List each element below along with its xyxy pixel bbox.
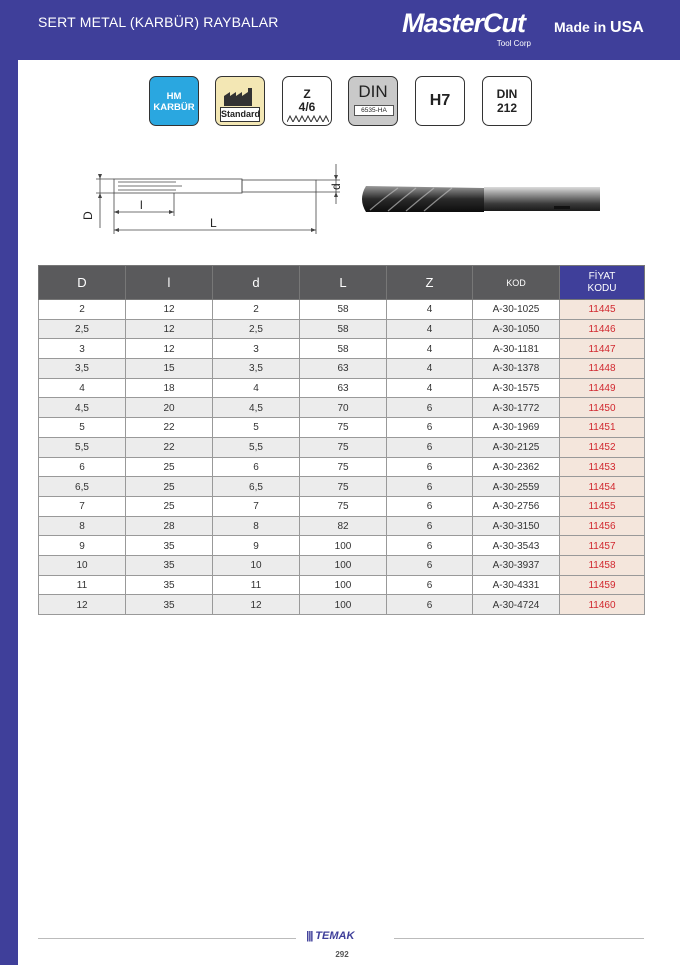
table-cell: 35 [126, 536, 213, 556]
table-cell: 15 [126, 359, 213, 379]
table-cell: A-30-3937 [473, 555, 560, 575]
table-cell: 18 [126, 378, 213, 398]
table-cell: 7 [39, 496, 126, 516]
dim-label-L: L [210, 216, 217, 230]
table-cell: A-30-1969 [473, 418, 560, 438]
made-in-country: USA [610, 19, 644, 36]
table-cell: 100 [300, 555, 387, 575]
table-cell: 4 [387, 378, 473, 398]
table-cell: 6 [213, 457, 300, 477]
table-cell: 5 [213, 418, 300, 438]
table-row [39, 496, 645, 516]
table-cell: 2,5 [39, 319, 126, 339]
din-sub-label: 6535-HA [354, 105, 394, 116]
price-code-cell: 11456 [560, 516, 645, 536]
table-cell: A-30-4331 [473, 575, 560, 595]
price-code-cell: 11447 [560, 339, 645, 359]
brand-sub: Tool Corp [496, 39, 531, 48]
reamer-product-photo [354, 178, 606, 220]
price-code-cell: 11460 [560, 595, 645, 615]
table-cell: 4,5 [213, 398, 300, 418]
table-cell: 6 [387, 555, 473, 575]
table-cell: 22 [126, 437, 213, 457]
brand-main: MasterCut [402, 8, 526, 38]
din-label: DIN [358, 82, 388, 101]
table-cell: 70 [300, 398, 387, 418]
table-cell: 12 [126, 300, 213, 320]
table-cell: 3,5 [213, 359, 300, 379]
table-row [39, 477, 645, 497]
price-code-cell: 11449 [560, 378, 645, 398]
factory-icon [222, 86, 258, 106]
table-row [39, 457, 645, 477]
table-cell: 11 [213, 575, 300, 595]
table-row [39, 516, 645, 536]
table-cell: 8 [39, 516, 126, 536]
z-value: 4/6 [298, 100, 316, 114]
footer-divider-right [394, 938, 644, 939]
table-cell: 6 [387, 437, 473, 457]
table-cell: A-30-2559 [473, 477, 560, 497]
table-cell: 6 [387, 536, 473, 556]
table-cell: 4 [387, 319, 473, 339]
col-header-l: l [126, 266, 213, 300]
tolerance-badge: H7 [415, 76, 465, 126]
page-number: 292 [335, 950, 349, 959]
price-code-cell: 11455 [560, 496, 645, 516]
table-row [39, 595, 645, 615]
mastercut-logo [402, 6, 537, 50]
table-cell: 4 [213, 378, 300, 398]
table-cell: 75 [300, 418, 387, 438]
table-cell: 12 [39, 595, 126, 615]
left-side-bar [0, 60, 18, 965]
table-cell: 2 [39, 300, 126, 320]
footer-divider-left [38, 938, 296, 939]
table-cell: 63 [300, 359, 387, 379]
table-cell: 8 [213, 516, 300, 536]
table-cell: 35 [126, 575, 213, 595]
price-code-cell: 11453 [560, 457, 645, 477]
price-code-cell: 11459 [560, 575, 645, 595]
table-cell: 58 [300, 319, 387, 339]
table-cell: 3 [213, 339, 300, 359]
table-cell: A-30-2125 [473, 437, 560, 457]
table-cell: 75 [300, 496, 387, 516]
table-cell: A-30-3543 [473, 536, 560, 556]
table-cell: A-30-1181 [473, 339, 560, 359]
table-cell: 25 [126, 457, 213, 477]
table-row [39, 378, 645, 398]
table-cell: A-30-1378 [473, 359, 560, 379]
table-cell: 5,5 [39, 437, 126, 457]
standard-label: Standard [220, 107, 260, 122]
table-cell: 10 [39, 555, 126, 575]
table-cell: A-30-4724 [473, 595, 560, 615]
table-cell: A-30-1575 [473, 378, 560, 398]
price-code-cell: 11448 [560, 359, 645, 379]
price-code-cell: 11446 [560, 319, 645, 339]
table-cell: 75 [300, 477, 387, 497]
table-cell: 12 [126, 339, 213, 359]
made-in-label [554, 19, 644, 37]
table-cell: A-30-1772 [473, 398, 560, 418]
dim-label-D: D [81, 211, 95, 220]
price-code-cell: 11452 [560, 437, 645, 457]
table-cell: 6 [387, 418, 473, 438]
price-code-cell: 11454 [560, 477, 645, 497]
table-cell: 6 [387, 496, 473, 516]
table-cell: A-30-1050 [473, 319, 560, 339]
table-cell: 6 [387, 595, 473, 615]
table-cell: 5 [39, 418, 126, 438]
table-cell: A-30-3150 [473, 516, 560, 536]
din212-number: 212 [496, 101, 518, 115]
col-header-D: D [39, 266, 126, 300]
reamer-spec-table [38, 265, 645, 615]
table-cell: 100 [300, 595, 387, 615]
table-cell: 6 [387, 575, 473, 595]
table-cell: 4 [39, 378, 126, 398]
din212-badge [482, 76, 532, 126]
price-header-line2: KODU [587, 282, 617, 294]
din-standard-badge [348, 76, 398, 126]
table-cell: 5,5 [213, 437, 300, 457]
table-cell: 4,5 [39, 398, 126, 418]
table-cell: 22 [126, 418, 213, 438]
table-cell: 20 [126, 398, 213, 418]
table-cell: 35 [126, 595, 213, 615]
table-cell: 9 [39, 536, 126, 556]
hm-label: HM [166, 91, 182, 102]
col-header-L: L [300, 266, 387, 300]
col-header-Z: Z [387, 266, 473, 300]
table-row [39, 398, 645, 418]
table-cell: 9 [213, 536, 300, 556]
table-cell: 75 [300, 457, 387, 477]
hm-carbide-badge [149, 76, 199, 126]
page-title: SERT METAL (KARBÜR) RAYBALAR [38, 14, 279, 30]
table-cell: 2 [213, 300, 300, 320]
standard-badge [215, 76, 265, 126]
table-row [39, 437, 645, 457]
dim-label-d: d [329, 183, 343, 190]
table-cell: 28 [126, 516, 213, 536]
flute-count-badge [282, 76, 332, 126]
table-cell: 4 [387, 339, 473, 359]
table-header-row [39, 266, 645, 300]
table-cell: 100 [300, 575, 387, 595]
made-in-prefix: Made in [554, 19, 607, 35]
table-cell: 3 [39, 339, 126, 359]
temak-logo-mark: ||| [306, 930, 313, 942]
price-header-line1: FİYAT [588, 270, 616, 282]
dim-label-l: l [140, 198, 143, 212]
table-cell: 75 [300, 437, 387, 457]
table-cell: 63 [300, 378, 387, 398]
table-cell: 7 [213, 496, 300, 516]
table-row [39, 418, 645, 438]
table-cell: 100 [300, 536, 387, 556]
table-cell: 6 [387, 457, 473, 477]
table-cell: 25 [126, 496, 213, 516]
table-row [39, 300, 645, 320]
col-header-d: d [213, 266, 300, 300]
table-cell: 4 [387, 359, 473, 379]
table-cell: 35 [126, 555, 213, 575]
table-cell: 6 [39, 457, 126, 477]
table-cell: A-30-1025 [473, 300, 560, 320]
table-cell: 58 [300, 300, 387, 320]
temak-logo-text: TEMAK [315, 930, 355, 942]
price-code-cell: 11450 [560, 398, 645, 418]
din212-label: DIN [496, 87, 518, 101]
table-cell: 82 [300, 516, 387, 536]
table-cell: 25 [126, 477, 213, 497]
z-label: Z [303, 87, 311, 101]
col-header-price-code [560, 266, 645, 300]
table-row [39, 575, 645, 595]
table-cell: A-30-2756 [473, 496, 560, 516]
table-cell: 10 [213, 555, 300, 575]
table-row [39, 536, 645, 556]
table-cell: 6,5 [213, 477, 300, 497]
table-cell: 58 [300, 339, 387, 359]
table-row [39, 555, 645, 575]
temak-logo [306, 930, 376, 946]
table-cell: 6 [387, 477, 473, 497]
teeth-icon [287, 115, 329, 122]
carbide-label: KARBÜR [153, 102, 195, 113]
table-cell: A-30-2362 [473, 457, 560, 477]
price-code-cell: 11458 [560, 555, 645, 575]
table-cell: 3,5 [39, 359, 126, 379]
table-cell: 4 [387, 300, 473, 320]
table-cell: 12 [213, 595, 300, 615]
reamer-technical-drawing [78, 158, 350, 240]
table-row [39, 319, 645, 339]
col-header-kod: KOD [473, 266, 560, 300]
price-code-cell: 11445 [560, 300, 645, 320]
table-cell: 11 [39, 575, 126, 595]
price-code-cell: 11457 [560, 536, 645, 556]
table-cell: 6 [387, 516, 473, 536]
table-cell: 12 [126, 319, 213, 339]
price-code-cell: 11451 [560, 418, 645, 438]
table-row [39, 359, 645, 379]
table-cell: 6,5 [39, 477, 126, 497]
table-cell: 6 [387, 398, 473, 418]
table-cell: 2,5 [213, 319, 300, 339]
table-row [39, 339, 645, 359]
